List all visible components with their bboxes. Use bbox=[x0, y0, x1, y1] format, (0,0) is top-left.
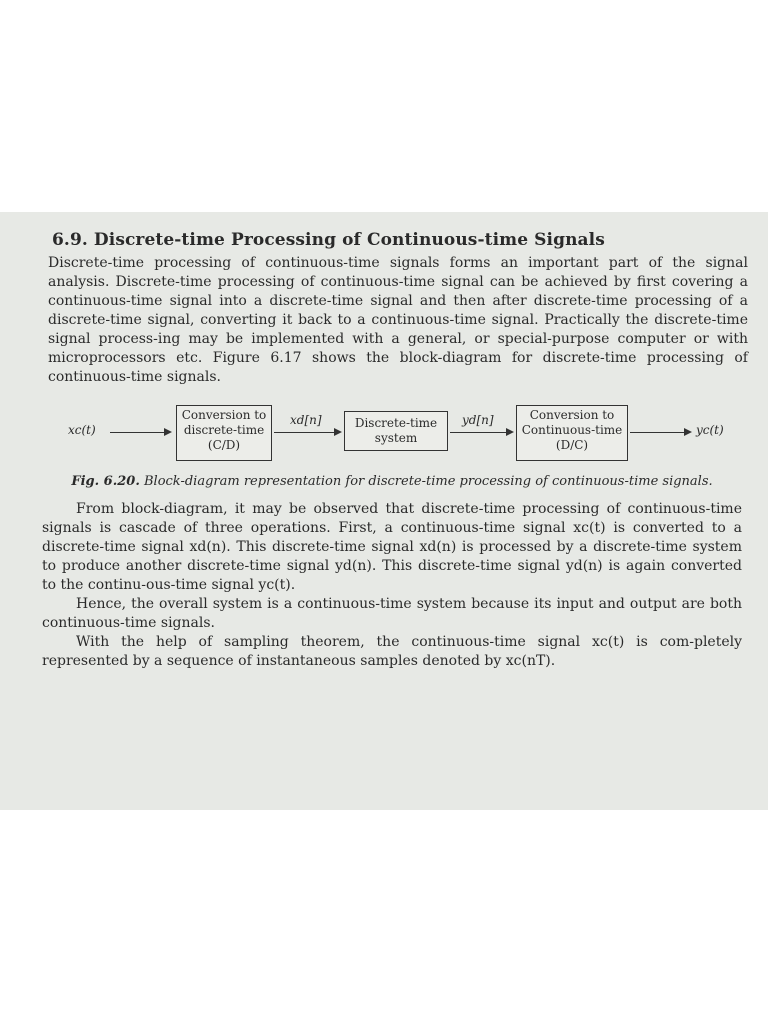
input-signal-label: xc(t) bbox=[68, 423, 96, 437]
input-arrow bbox=[110, 432, 170, 433]
yd-signal-label: yd[n] bbox=[462, 413, 494, 427]
textbook-page bbox=[0, 212, 768, 810]
cd-converter-block: Conversion to discrete-time (C/D) bbox=[176, 405, 272, 461]
body-paragraph-2: Hence, the overall system is a continuous-time system because its input and output are both continuous-time signals. bbox=[42, 596, 742, 631]
mid-arrow-2 bbox=[450, 432, 512, 433]
figure-caption-text: Block-diagram representation for discrete-time processing of continuous-time signals. bbox=[143, 474, 713, 489]
figure-label: Fig. 6.20. bbox=[71, 474, 140, 489]
dc-converter-block: Conversion to Continuous-time (D/C) bbox=[516, 405, 628, 461]
output-signal-label: yc(t) bbox=[696, 423, 724, 437]
section-heading: 6.9. Discrete-time Processing of Continuous-time Signals bbox=[52, 230, 605, 250]
body-paragraph-3: With the help of sampling theorem, the continuous-time signal xc(t) is com-pletely represented by a sequence of instantaneous samples denoted by xc(nT). bbox=[42, 634, 742, 669]
body-paragraph-1: From block-diagram, it may be observed that discrete-time processing of continuous-time signals is cascade of three operations. First, a continuous-time signal xc(t) is converted to a discrete-time signal xd(n). This discrete-time signal xd(n) is processed by a discrete-time system to produce another discrete-time signal yd(n). This discrete-time signal yd(n) is again converted to the continu-ous-time signal yc(t). bbox=[42, 501, 742, 593]
block-diagram bbox=[42, 401, 742, 471]
figure-caption bbox=[42, 473, 742, 490]
intro-paragraph: Discrete-time processing of continuous-time signals forms an important part of the signal analysis. Discrete-time processing of continuous-time signal can be achieved by first covering a continuous-time signal into a discrete-time signal and then after discrete-time processing of a discrete-time signal, converting it back to a continuous-time signal. Practically the discrete-time signal process-ing may be implemented with a general, or special-purpose computer or with microprocessors etc. Figure 6.17 shows the block-diagram for discrete-time processing of continuous-time signals. bbox=[48, 255, 748, 385]
mid-arrow-1 bbox=[274, 432, 340, 433]
xd-signal-label: xd[n] bbox=[290, 413, 322, 427]
output-arrow bbox=[630, 432, 690, 433]
discrete-time-system-block: Discrete-time system bbox=[344, 411, 448, 451]
